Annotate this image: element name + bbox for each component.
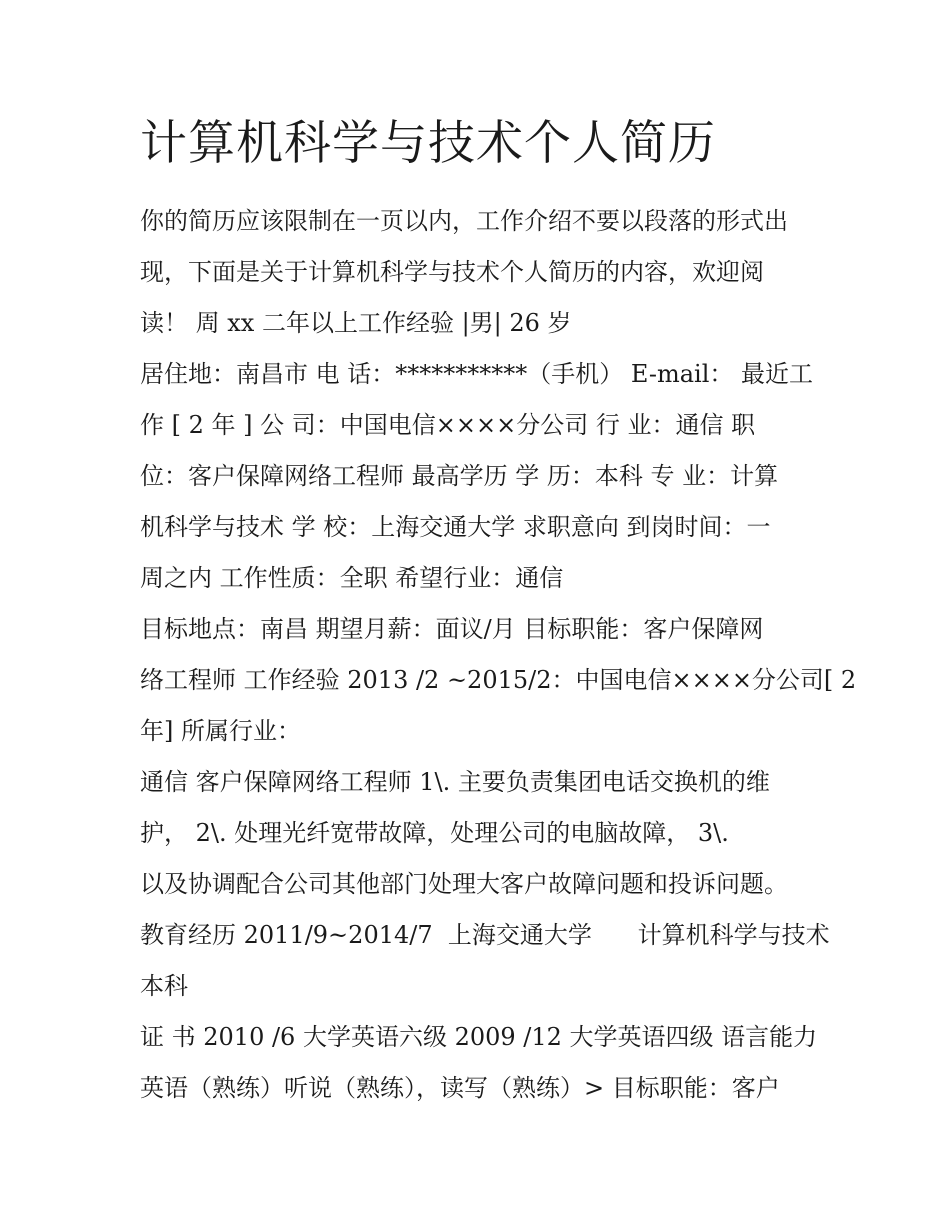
body-line-9: 目标地点：南昌 期望月薪：面议/月 目标职能：客户保障网 [140, 615, 764, 643]
body-line-10: 络工程师 工作经验 2013 /2 ~2015/2：中国电信××××分公司[ 2 [140, 666, 857, 694]
document-title: 计算机科学与技术个人简历 [140, 116, 716, 171]
body-line-12: 通信 客户保障网络工程师 1\. 主要负责集团电话交换机的维 [140, 768, 770, 796]
body-line-11: 年] 所属行业： [140, 717, 301, 745]
body-line-18: 英语（熟练）听说（熟练），读写（熟练）> 目标职能：客户 [140, 1074, 780, 1102]
body-line-5: 作 [ 2 年 ] 公 司：中国电信××××分公司 行 业：通信 职 [140, 411, 756, 439]
body-line-3: 读！ 周 xx 二年以上工作经验 |男| 26 岁 [140, 309, 572, 337]
body-line-15: 教育经历 2011/9~2014/7 上海交通大学 计算机科学与技术 [140, 921, 830, 949]
body-line-6: 位：客户保障网络工程师 最高学历 学 历：本科 专 业：计算 [140, 462, 779, 490]
body-line-1: 你的简历应该限制在一页以内，工作介绍不要以段落的形式出 [140, 207, 788, 235]
body-line-2: 现，下面是关于计算机科学与技术个人简历的内容，欢迎阅 [140, 258, 764, 286]
body-line-4: 居住地：南昌市 电 话：***********（手机） E-mail： 最近工 [140, 360, 814, 388]
body-line-14: 以及协调配合公司其他部门处理大客户故障问题和投诉问题。 [140, 870, 788, 898]
body-line-13: 护， 2\. 处理光纤宽带故障，处理公司的电脑故障， 3\. [140, 819, 729, 847]
body-line-16: 本科 [140, 972, 188, 1000]
body-line-7: 机科学与技术 学 校：上海交通大学 求职意向 到岗时间：一 [140, 513, 771, 541]
body-line-17: 证 书 2010 /6 大学英语六级 2009 /12 大学英语四级 语言能力 [140, 1023, 818, 1051]
body-line-8: 周之内 工作性质：全职 希望行业：通信 [140, 564, 564, 592]
